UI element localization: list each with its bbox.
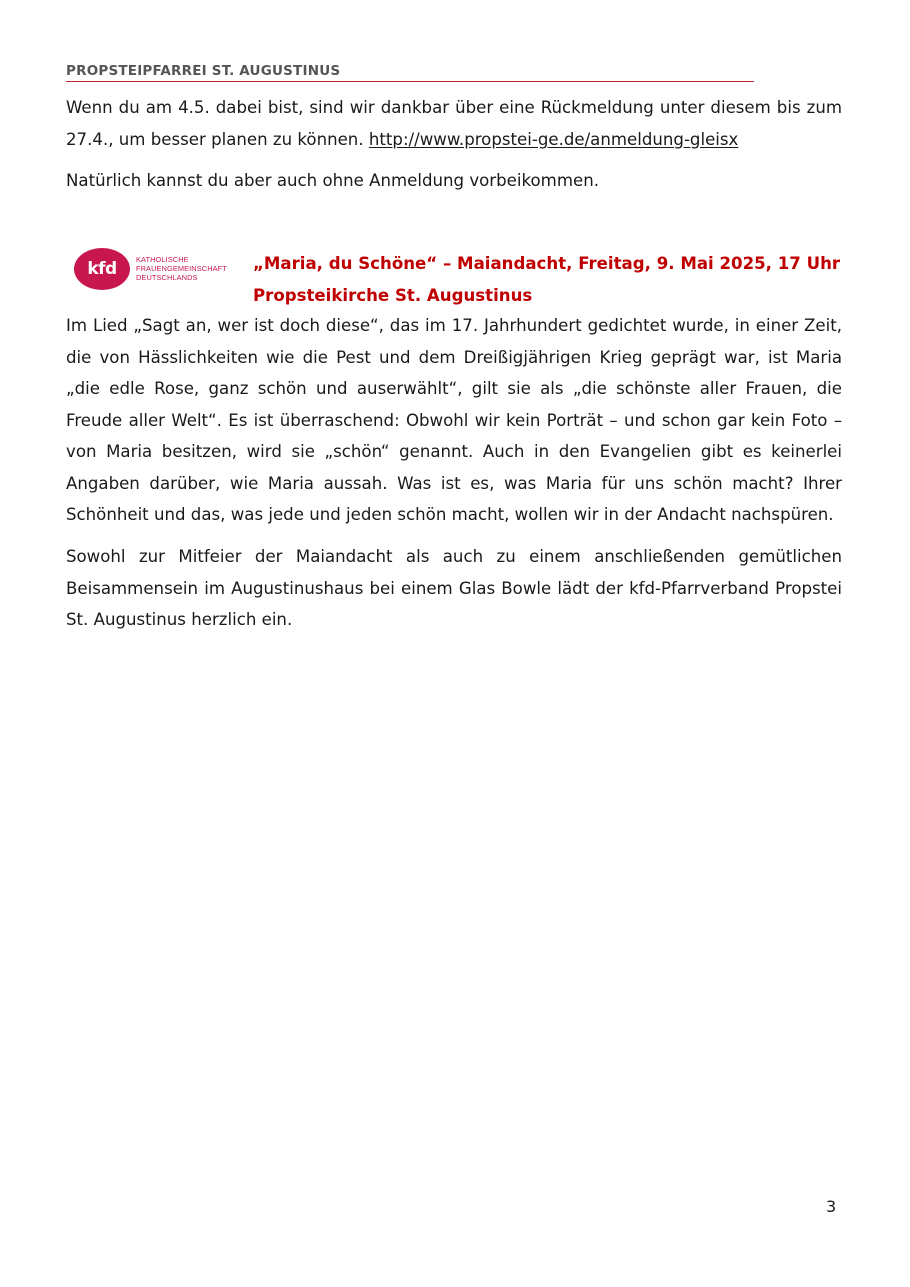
page-header: PROPSTEIPFARREI ST. AUGUSTINUS xyxy=(66,62,754,82)
registration-link[interactable]: http://www.propstei-ge.de/anmeldung-gleisx xyxy=(368,129,739,149)
intro-text: Wenn du am 4.5. dabei bist, sind wir dankbar über eine Rückmeldung unter diesem bis zum 27.4., um besser planen zu können. xyxy=(66,98,842,149)
event-title-line: „Maria, du Schöne“ – Maiandacht, Freitag, 9. Mai 2025, 17 Uhr xyxy=(253,254,841,273)
kfd-logo-line: KATHOLISCHE xyxy=(136,255,189,264)
event-title xyxy=(253,248,853,311)
event-location: Propsteikirche St. Augustinus xyxy=(253,285,533,305)
kfd-logo-line: FRAUENGEMEINSCHAFT xyxy=(136,263,227,273)
event-invitation: Sowohl zur Mitfeier der Maiandacht als auch zu einem anschließenden gemütlichen Beisammensein im Augustinushaus bei einem Glas Bowle lädt der kfd-Pfarrverband Propstei St. Augustinus herzlich ein. xyxy=(66,547,842,629)
event-description: Im Lied „Sagt an, wer ist doch diese“, das im 17. Jahrhundert gedichtet wurde, in einer Zeit, die von Hässlichkeiten wie die Pest und dem Dreißigjährigen Krieg geprägt war, ist Maria „die edle Rose, ganz schön und auserwählt“, gilt sie als „die schönste aller Frauen, die Freude aller Welt“. Es ist überraschend: Obwohl wir kein Porträt – und schon gar kein Foto – von Maria besitzen, wird sie „schön“ genannt. Auch in den Evangelien gibt es keinerlei Angaben darüber, wie Maria aussah. Was ist es, was Maria für uns schön macht? Ihrer Schönheit und das, was jede und jeden schön macht, wollen wir in der Andacht nachspüren. xyxy=(66,316,842,524)
kfd-logo-text xyxy=(136,256,227,282)
kfd-logo-line: DEUTSCHLANDS xyxy=(136,272,198,282)
kfd-logo-mark: kfd xyxy=(74,248,130,290)
page-number: 3 xyxy=(826,1197,837,1216)
intro-note: Natürlich kannst du aber auch ohne Anmeldung vorbeikommen. xyxy=(66,171,599,190)
kfd-logo xyxy=(74,248,244,292)
intro-paragraph xyxy=(66,92,842,155)
